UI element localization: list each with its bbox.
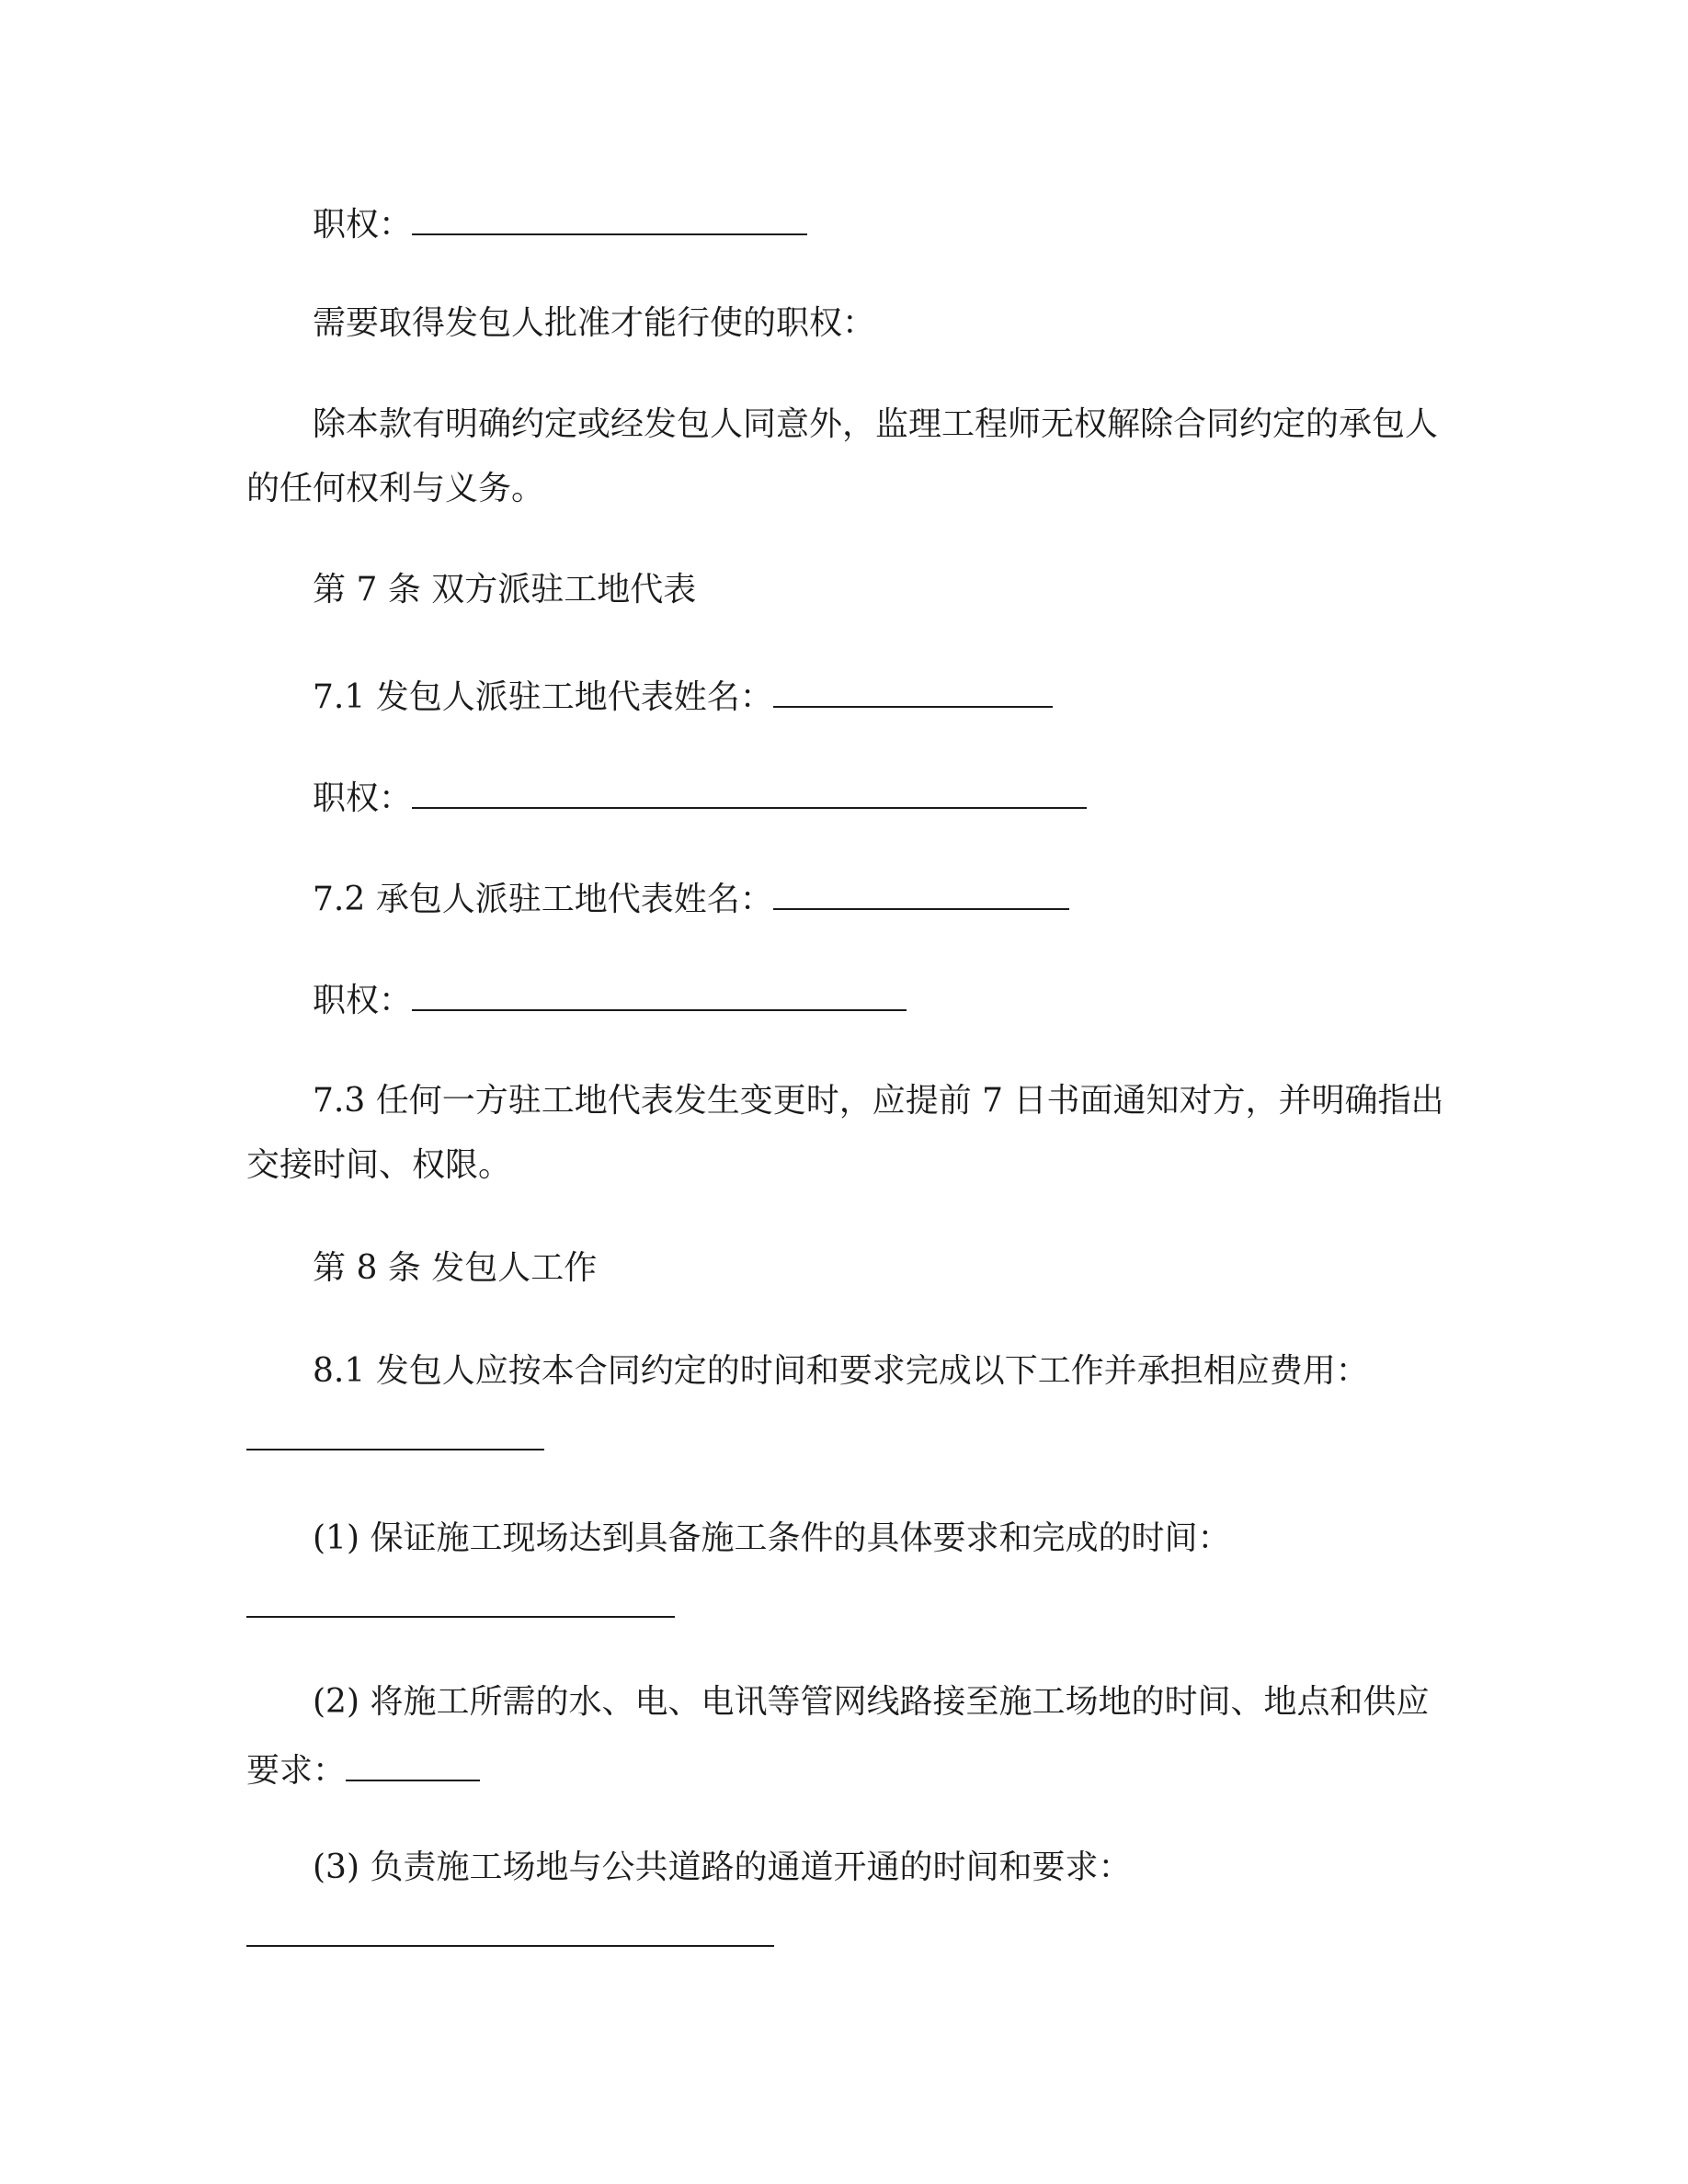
blank-row-item-1 [246,1583,675,1628]
paragraph-rep-change-line1 [313,1081,1444,1121]
paragraph-approval-authority [313,303,875,344]
field-label: 职权： [313,982,413,1019]
paragraph-text: 7.3 任何一方驻工地代表发生变更时，应提前 7 日书面通知对方，并明确指出 [313,1082,1444,1120]
field-label: 要求： [246,1752,347,1790]
item-text: (3) 负责施工场地与公共道路的通道开通的时间和要求： [313,1848,1132,1886]
field-contractor-rep-name [313,875,1069,920]
field-employer-rep-authority [313,774,1087,819]
field-label: 7.1 发包人派驻工地代表姓名： [313,678,773,716]
paragraph-rights-line2 [246,469,544,509]
paragraph-text: 需要取得发包人批准才能行使的职权： [313,304,876,342]
heading-article-8 [313,1248,597,1289]
heading-text: 第 7 条 双方派驻工地代表 [313,571,697,609]
paragraph-rep-change-line2 [246,1145,511,1186]
paragraph-text: 8.1 发包人应按本合同约定的时间和要求完成以下工作并承担相应费用： [313,1352,1369,1390]
item-text: (1) 保证施工现场达到具备施工条件的具体要求和完成的时间： [313,1519,1231,1557]
heading-text: 第 8 条 发包人工作 [313,1249,598,1287]
field-label: 职权： [313,779,413,817]
authority-label: 职权： [313,206,413,244]
item-2-line2 [246,1746,480,1792]
blank-line [412,976,907,1011]
field-contractor-rep-authority [313,976,907,1021]
blank-line [412,200,807,235]
paragraph-8-1 [313,1351,1369,1392]
paragraph-text: 除本款有明确约定或经发包人同意外，监理工程师无权解除合同约定的承包人 [313,405,1439,443]
blank-line [246,1416,544,1450]
item-text: (2) 将施工所需的水、电、电讯等管网线路接至施工场地的时间、地点和供应 [313,1683,1430,1721]
item-3 [313,1848,1131,1888]
blank-line [412,774,1087,809]
paragraph-text: 交接时间、权限。 [246,1146,512,1184]
blank-line [246,1912,774,1947]
blank-row-item-3 [246,1912,774,1957]
field-employer-rep-name [313,673,1053,718]
item-1 [313,1519,1230,1559]
authority-field-1 [313,200,807,245]
blank-line [773,875,1069,910]
blank-row-8-1 [246,1416,544,1461]
item-2-line1 [313,1682,1429,1723]
blank-line [346,1746,480,1781]
field-label: 7.2 承包人派驻工地代表姓名： [313,881,773,918]
blank-line [246,1583,675,1618]
blank-line [773,673,1053,708]
paragraph-rights-line1 [313,404,1438,445]
paragraph-text: 的任何权利与义务。 [246,470,545,507]
heading-article-7 [313,570,696,610]
